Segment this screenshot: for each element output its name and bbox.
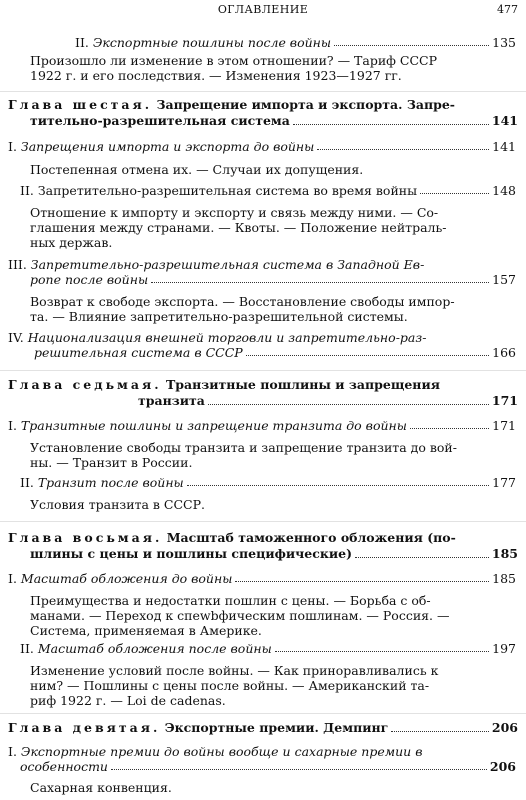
section-number: I. [8, 139, 17, 154]
toc-entry-export-duties-after-war[interactable] [75, 35, 516, 50]
section-description: Отношение к импорту и экспорту и связь между ними. — Со- глашения между странами. — Квоты. — Положение нейтраль- ных держав. [30, 205, 447, 250]
separator [0, 521, 526, 522]
dot-leader [317, 149, 489, 150]
section-number: I. [8, 571, 17, 586]
section-title: Транзитные пошлины и запрещение транзита до войны [20, 418, 407, 433]
chapter-6-heading[interactable] [8, 97, 518, 129]
page-ref: 206 [491, 720, 518, 735]
chapter-title-line-2: шлины с цены и пошлины специфические) [30, 546, 353, 561]
chapter-7-heading[interactable] [8, 377, 518, 409]
section-description: Возврат к свободе экспорта. — Восстановление свободы импор- та. — Влияние запретительно-разрешительной системы. [30, 294, 455, 324]
section-title: Экспортные пошлины после войны [92, 35, 332, 50]
section-title-line-2: решительная система в СССР [34, 345, 243, 360]
section-description: Сахарная конвенция. [30, 780, 172, 795]
section-description: Изменение условий после войны. — Как приноравливались к ним? — Пошлины с цены после войны. — Американский та- риф 1922 г. — Loi de cadenas. [30, 663, 439, 708]
chapter-title-line-1: Экспортные премии. Демпинг [164, 720, 389, 735]
section-number: II. [75, 35, 89, 50]
running-header [0, 2, 526, 17]
section-description: Произошло ли изменение в этом отношении? — Тариф СССР 1922 г. и его последствия. — Изменения 1923—1927 гг. [30, 53, 438, 83]
page-ref: 197 [492, 641, 516, 656]
page-ref: 141 [492, 139, 516, 154]
page-ref: 177 [492, 475, 516, 490]
toc-entry-6-1[interactable] [8, 139, 516, 154]
chapter-title-line-1: Масштаб таможенного обложения (по- [166, 530, 456, 545]
section-title-line-1: Экспортные премии до войны вообще и сахарные премии в [20, 744, 423, 759]
toc-entry-9-1[interactable] [8, 744, 516, 774]
chapter-title-line-2: транзита [138, 393, 205, 408]
section-description: Установление свободы транзита и запрещение транзита до вой- ны. — Транзит в России. [30, 440, 457, 470]
header-title: ОГЛАВЛЕНИЕ [217, 3, 309, 16]
dot-leader [151, 282, 489, 283]
section-number: IV. [8, 330, 24, 345]
dot-leader [111, 769, 487, 770]
section-title-line-2: ропе после войны [30, 272, 149, 287]
chapter-title-line-1: Транзитные пошлины и запрещения [165, 377, 440, 392]
section-number: I. [8, 744, 17, 759]
dot-leader [275, 651, 489, 652]
chapter-9-heading[interactable] [8, 720, 518, 736]
section-number: II. [20, 641, 34, 656]
page-ref: 148 [492, 183, 516, 198]
dot-leader [293, 124, 489, 125]
page-ref: 141 [491, 113, 518, 128]
chapter-word: Глава шестая. [8, 97, 153, 112]
header-page-number: 477 [497, 3, 518, 16]
dot-leader [187, 485, 489, 486]
section-title: Запретительно-разрешительная система во время войны [37, 183, 418, 198]
dot-leader [410, 428, 489, 429]
section-title-line-1: Запретительно-разрешительная система в Западной Ев- [30, 257, 425, 272]
dot-leader [391, 731, 489, 732]
section-title: Масштаб обложения после войны [37, 641, 272, 656]
toc-entry-6-3[interactable] [8, 257, 516, 287]
chapter-8-heading[interactable] [8, 530, 518, 562]
chapter-title-line-1: Запрещение импорта и экспорта. Запре- [156, 97, 455, 112]
toc-entry-8-2[interactable] [20, 641, 516, 656]
section-number: II. [20, 475, 34, 490]
page-ref: 185 [491, 546, 518, 561]
toc-entry-6-4[interactable] [8, 330, 516, 360]
chapter-title-line-2: тительно-разрешительная система [30, 113, 290, 128]
dot-leader [355, 557, 489, 558]
chapter-word: Глава девятая. [8, 720, 161, 735]
section-title-line-1: Национализация внешней торговли и запретительно-раз- [27, 330, 427, 345]
dot-leader [420, 193, 489, 194]
section-description: Условия транзита в СССР. [30, 497, 206, 512]
section-title: Масштаб обложения до войны [20, 571, 233, 586]
dot-leader [246, 355, 489, 356]
section-number: III. [8, 257, 27, 272]
separator [0, 370, 526, 371]
dot-leader [334, 45, 489, 46]
toc-entry-8-1[interactable] [8, 571, 516, 586]
page-ref: 171 [491, 393, 518, 408]
section-title: Транзит после войны [37, 475, 184, 490]
page-ref: 171 [492, 418, 516, 433]
page-ref: 166 [492, 345, 516, 360]
chapter-word: Глава седьмая. [8, 377, 162, 392]
toc-entry-7-1[interactable] [8, 418, 516, 433]
chapter-word: Глава восьмая. [8, 530, 163, 545]
dot-leader [235, 581, 489, 582]
section-number: I. [8, 418, 17, 433]
separator [0, 91, 526, 92]
section-description: Постепенная отмена их. — Случаи их допущения. [30, 162, 364, 177]
page-ref: 206 [489, 759, 516, 774]
dot-leader [208, 404, 489, 405]
toc-entry-6-2[interactable] [20, 183, 516, 198]
section-description: Преимущества и недостатки пошлин с цены. — Борьба с об- манами. — Переход к спеwbфическим пошлинам. — Россия. — Система, применяемая в Америке. [30, 593, 450, 638]
section-number: II. [20, 183, 34, 198]
section-title-line-2: особенности [20, 759, 108, 774]
toc-entry-7-2[interactable] [20, 475, 516, 490]
page-ref: 157 [492, 272, 516, 287]
section-title: Запрещения импорта и экспорта до войны [20, 139, 315, 154]
separator [0, 713, 526, 714]
page-ref: 185 [492, 571, 516, 586]
page-ref: 135 [492, 35, 516, 50]
